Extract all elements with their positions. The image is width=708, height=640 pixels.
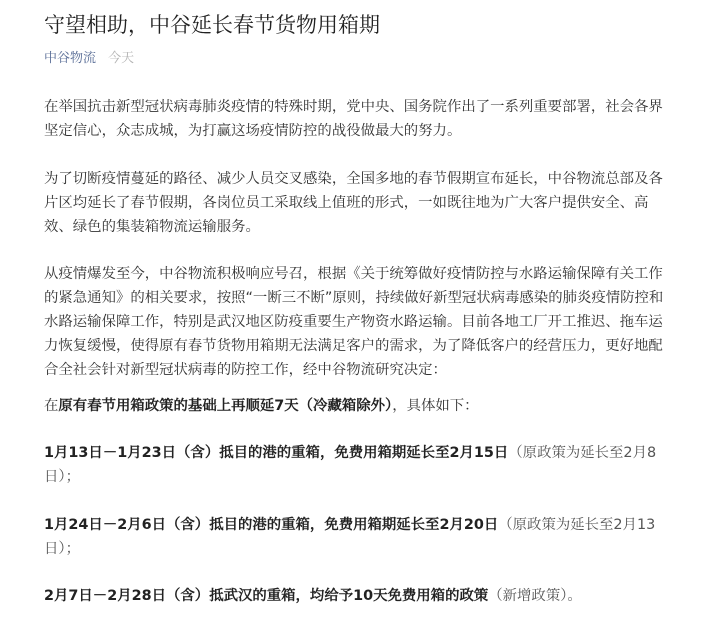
policy-note: （新增政策）。	[488, 588, 582, 604]
paragraph-background: 从疫情爆发至今，中谷物流积极响应号召，根据《关于统筹做好疫情防控与水路运输保障有关工作的紧急通知》的相关要求，按照“一断三不断”原则，持续做好新型冠状病毒感染的肺炎疫情防控和水路运输保障工作，特别是武汉地区防疫重要生产物资水路运输。目前各地工厂开工推迟、拖车运力恢复缓慢，使得原有春节货物用箱期无法满足客户的需求，为了降低客户的经营压力，更好地配合全社会针对新型冠状病毒的防控工作，经中谷物流研究决定：	[44, 266, 664, 378]
decision-highlight: 原有春节用箱政策的基础上再顺延7天（冷藏箱除外）	[58, 398, 393, 414]
article-title: 守望相助，中谷延长春节货物用箱期	[44, 13, 380, 37]
paragraph-intro: 在举国抗击新型冠状病毒肺炎疫情的特殊时期，党中央、国务院作出了一系列重要部署，社会各界坚定信心，众志成城，为打赢这场疫情防控的战役做最大的努力。	[44, 99, 663, 139]
paragraph-decision	[44, 394, 672, 418]
policy-note: （原政策为延长至2月8日）；	[44, 445, 657, 485]
policy-item	[44, 513, 672, 561]
decision-prefix: 在	[44, 398, 59, 414]
source-link[interactable]: 中谷物流	[44, 51, 97, 66]
policy-item	[44, 584, 672, 608]
policy-main: 2月7日－2月28日（含）抵武汉的重箱，均给予10天免费用箱的政策	[44, 588, 489, 604]
policy-note: （原政策为延长至2月13日）；	[44, 517, 656, 557]
paragraph-holiday: 为了切断疫情蔓延的路径、减少人员交叉感染，全国多地的春节假期宣布延长，中谷物流总部及各片区均延长了春节假期，各岗位员工采取线上值班的形式，一如既往地为广大客户提供安全、高效、绿色的集装箱物流运输服务。	[44, 171, 663, 235]
policy-main: 1月13日－1月23日（含）抵目的港的重箱，免费用箱期延长至2月15日	[44, 445, 509, 461]
policy-main: 1月24日－2月6日（含）抵目的港的重箱，免费用箱期延长至2月20日	[44, 517, 499, 533]
article-meta	[44, 49, 134, 69]
policy-item	[44, 441, 672, 489]
decision-suffix: ，具体如下：	[392, 398, 479, 414]
publish-date: 今天	[108, 51, 135, 66]
